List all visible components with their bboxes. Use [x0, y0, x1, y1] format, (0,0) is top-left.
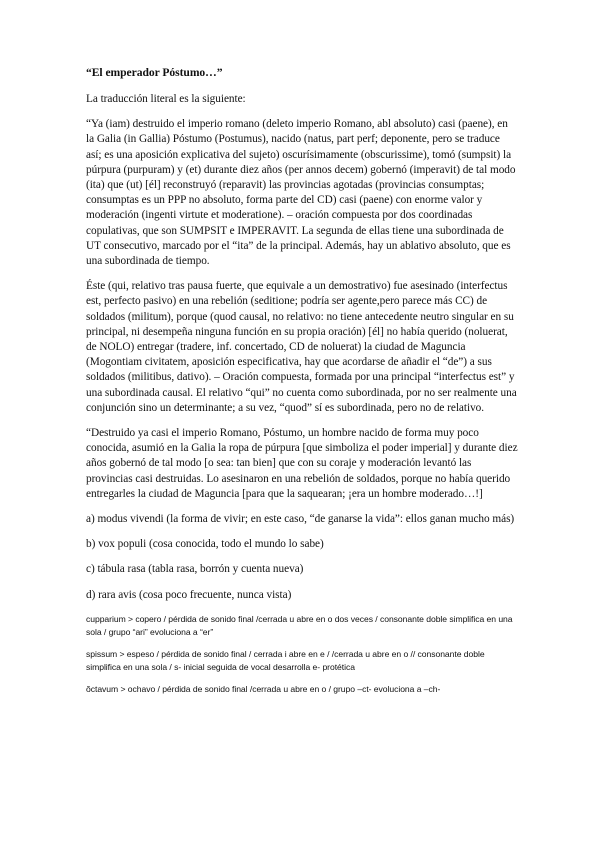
- intro-text: La traducción literal es la siguiente:: [86, 93, 246, 105]
- document-title: “El emperador Póstumo…”: [86, 66, 223, 79]
- note-cupparium: cupparium > copero / pérdida de sonido final /cerrada u abre en o dos veces / consonante doble simplifica en una sola / grupo “ari” evoluciona a “er”: [86, 613, 513, 638]
- list-item-b: b) vox populi (cosa conocida, todo el mundo lo sabe): [86, 538, 324, 551]
- note-octavum: ŏctavum > ochavo / pérdida de sonido final /cerrada u abre en o / grupo –ct- evoluciona a –ch-: [86, 683, 441, 694]
- note-spissum: spissum > espeso / pérdida de sonido final / cerrada i abre en e / /cerrada u abre en o // consonante doble simplifica en una sola / s- inicial seguida de vocal desarrolla e- protética: [86, 648, 485, 673]
- list-item-d: d) rara avis (cosa poco frecuente, nunca vista): [86, 588, 292, 601]
- list-item-c: c) tábula rasa (tabla rasa, borrón y cuenta nueva): [86, 563, 304, 576]
- list-item-a: a) modus vivendi (la forma de vivir; en este caso, “de ganarse la vida”: ellos ganan mucho más): [86, 513, 515, 526]
- paragraph-literal-translation-1: “Ya (iam) destruido el imperio romano (deleto imperio Romano, abl absoluto) casi (paene), en la Galia (in Gallia) Póstumo (Postumus), nacido (natus, part perf; deponente, pero se traduce así; es una aposición explicativa del sujeto) oscurísimamente (obscurissime), tomó (sumpsit) la púrpura (purpuram) y (et) durante diez años (per annos decem) gobernó (imperavit) de tal modo (ita) que (ut) [él] reconstruyó (reparavit) las provincias agotadas (provincias consumptas; consumptas es un PPP no absoluto, forma parte del CD) casi (paene) con enorme valor y moderación (ingenti virtute et moderatione). – oración compuesta por dos coordinadas copulativas, que son SUMPSIT e IMPERAVIT. La segunda de ellas tiene una subordinada de UT consecutivo, marcado por el “ita” de la principal. Además, hay un ablativo absoluto, que es una subordinada de tiempo.: [86, 118, 516, 268]
- paragraph-free-translation: “Destruido ya casi el imperio Romano, Póstumo, un hombre nacido de forma muy poco conocida, asumió en la Galia la ropa de púrpura [que simboliza el poder imperial] y durante diez años gobernó de tal modo [o sea: tan bien] que con su coraje y moderación levantó las provincias casi destruidas. Lo asesinaron en una rebelión de soldados, porque no había querido entregarles la ciudad de Maguncia [para que la saquearan; ¡era un hombre moderado…!]: [86, 427, 518, 500]
- paragraph-literal-translation-2: Éste (qui, relativo tras pausa fuerte, que equivale a un demostrativo) fue asesinado (interfectus est, perfecto pasivo) en una rebelión (seditione; podría ser agente,pero parece más CC) de soldados (militum), porque (quod causal, no relativo: no tiene antecedente neutro singular en su principal, ni desempeña ninguna función en su propia oración) [él] no había querido (noluerat, de NOLO) entregar (tradere, inf. concertado, CD de noluerat) la ciudad de Maguncia (Mogontiam civitatem, aposición especificativa, hay que acordarse de añadir el “de”) a sus soldados (militibus, dativo). – Oración compuesta, formada por una principal “interfectus est” y una subordinada causal. El relativo “qui” no cuenta como subordinada, por no ser realmente una conjunción sino un determinante; a su vez, “quod” sí es subordinada, pero no de relativo.: [86, 280, 517, 414]
